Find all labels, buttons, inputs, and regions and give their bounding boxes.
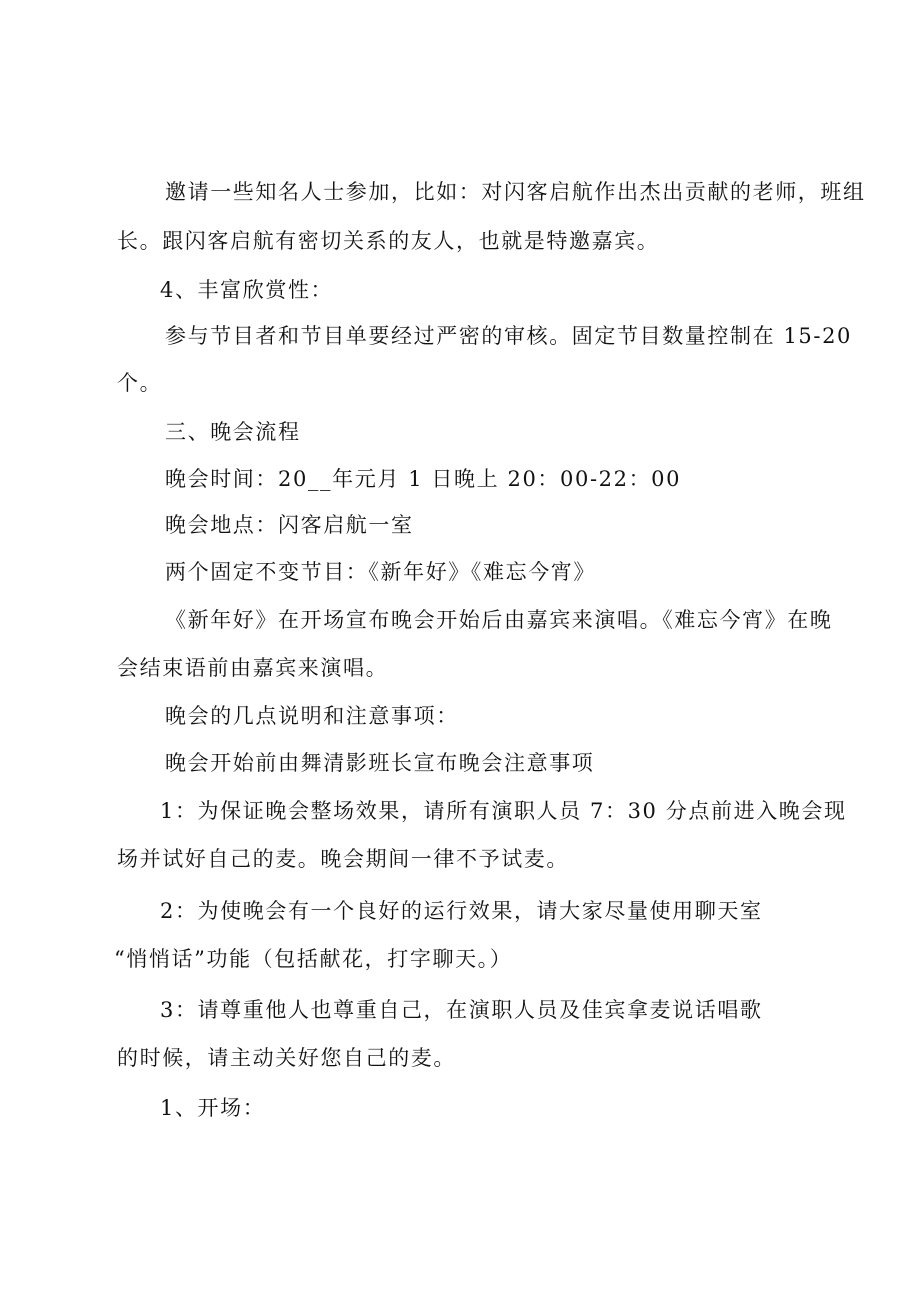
heading-enrich-appreciation: 4、丰富欣赏性： <box>160 278 334 302</box>
note-2-line1: 2：为使晚会有一个良好的运行效果，请大家尽量使用聊天室 <box>160 899 763 923</box>
paragraph-fixed-programs-line2: 会结束语前由嘉宾来演唱。 <box>117 656 389 680</box>
note-3-line2: 的时候，请主动关好您自己的麦。 <box>117 1046 456 1070</box>
party-venue-line: 晚会地点：闪客启航一室 <box>165 513 414 537</box>
note-1-line2: 场并试好自己的麦。晚会期间一律不予试麦。 <box>117 847 569 871</box>
paragraph-fixed-programs-line1: 《新年好》在开场宣布晚会开始后由嘉宾来演唱。《难忘今宵》在晚 <box>165 608 833 632</box>
note-3-line1: 3：请尊重他人也尊重自己，在演职人员及佳宾拿麦说话唱歌 <box>160 998 763 1022</box>
paragraph-invite-guests-line2: 长。跟闪客启航有密切关系的友人，也就是特邀嘉宾。 <box>117 229 660 253</box>
heading-opening: 1、开场： <box>160 1096 266 1120</box>
paragraph-program-review-line2: 个。 <box>117 371 163 395</box>
party-time-line: 晚会时间：20__年元月 1 日晚上 20：00-22：00 <box>165 467 682 491</box>
section-heading-party-process: 三、晚会流程 <box>165 420 301 444</box>
note-1-line1: 1：为保证晚会整场效果，请所有演职人员 7：30 分点前进入晚会现 <box>160 799 847 823</box>
notes-heading: 晚会的几点说明和注意事项： <box>165 704 459 728</box>
paragraph-program-review-line1: 参与节目者和节目单要经过严密的审核。固定节目数量控制在 15-20 <box>165 324 853 348</box>
note-2-line2: “悄悄话”功能（包括献花，打字聊天。） <box>114 947 513 971</box>
paragraph-invite-guests-line1: 邀请一些知名人士参加，比如：对闪客启航作出杰出贡献的老师，班组 <box>165 180 866 204</box>
notes-intro-line: 晚会开始前由舞清影班长宣布晚会注意事项 <box>165 751 595 775</box>
fixed-programs-line: 两个固定不变节目：《新年好》《难忘今宵》 <box>165 560 596 584</box>
